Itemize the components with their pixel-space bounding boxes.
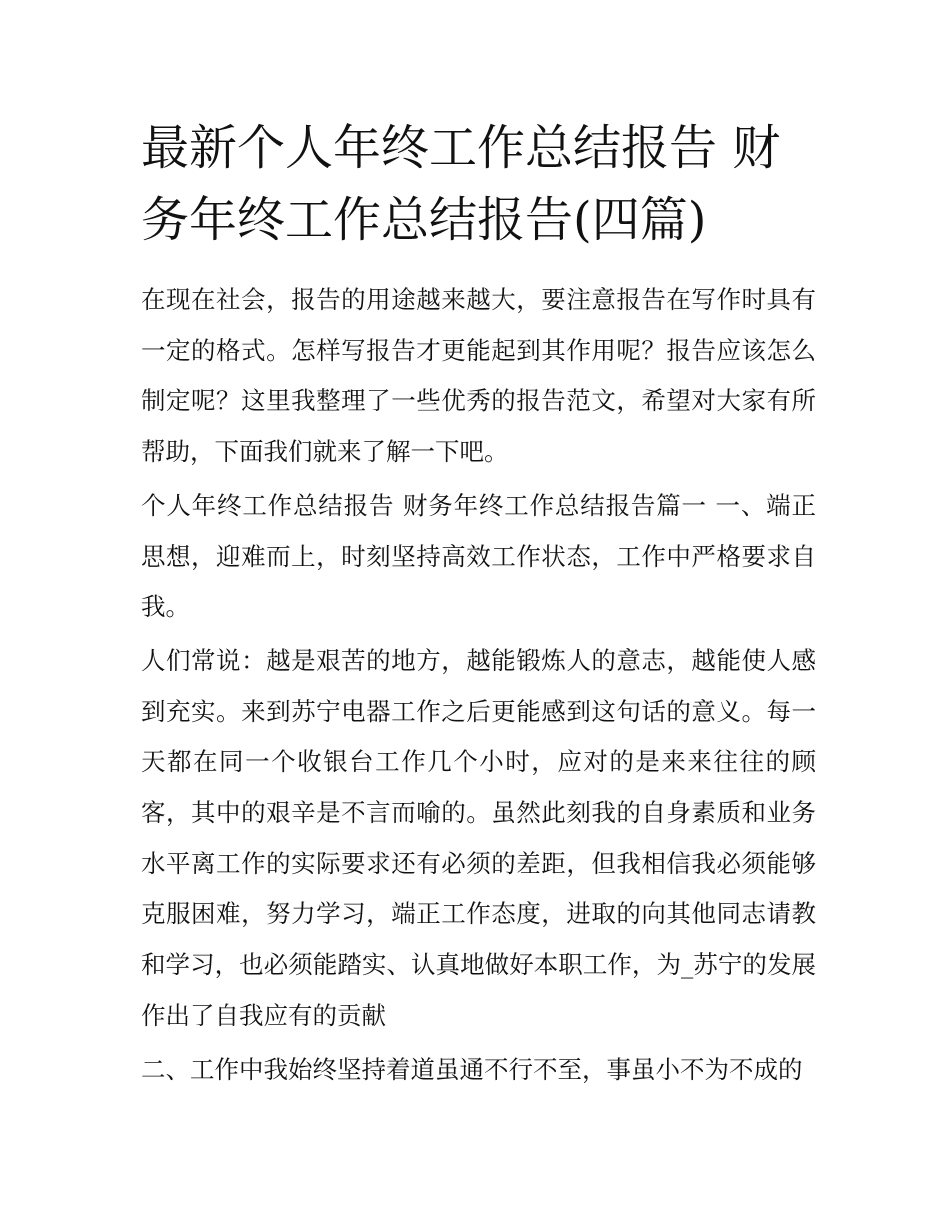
document-content bbox=[141, 112, 816, 1098]
paragraph-section-one-body: 人们常说：越是艰苦的地方，越能锻炼人的意志，越能使人感到充实。来到苏宁电器工作之后更能感到这句话的意义。每一天都在同一个收银台工作几个小时，应对的是来来往往的顾客，其中的艰辛是不言而喻的。虽然此刻我的自身素质和业务水平离工作的实际要求还有必须的差距，但我相信我必须能够克服困难，努力学习，端正工作态度，进取的向其他同志请教和学习，也必须能踏实、认真地做好本职工作，为_苏宁的发展作出了自我应有的贡献 bbox=[141, 645, 816, 1030]
paragraph-intro: 在现在社会，报告的用途越来越大，要注意报告在写作时具有一定的格式。怎样写报告才更能起到其作用呢？报告应该怎么制定呢？这里我整理了一些优秀的报告范文，希望对大家有所帮助，下面我们就来了解一下吧。 bbox=[141, 285, 816, 467]
paragraph-section-one-heading: 个人年终工作总结报告 财务年终工作总结报告篇一 一、端正思想，迎难而上，时刻坚持高效工作状态，工作中严格要求自我。 bbox=[141, 490, 816, 622]
document-title: 最新个人年终工作总结报告 财务年终工作总结报告(四篇) bbox=[141, 120, 781, 248]
paragraph-section-two-start: 二、工作中我始终坚持着道虽通不行不至，事虽小不为不成的 bbox=[141, 1054, 803, 1084]
